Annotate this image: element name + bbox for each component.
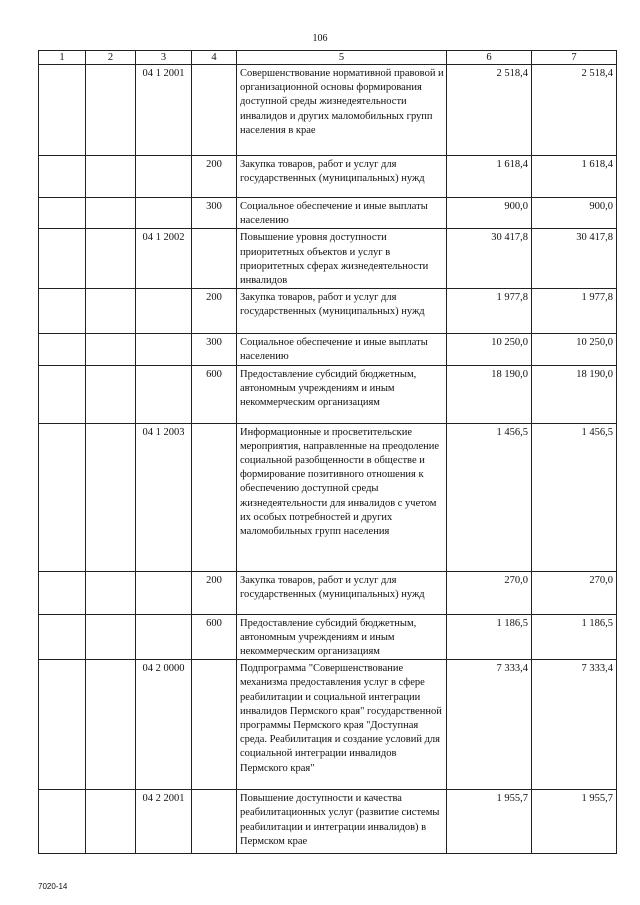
- cell-col2: [86, 790, 136, 854]
- table-row: [39, 65, 617, 156]
- cell-col2: [86, 198, 136, 229]
- cell-amount-2: 1 186,5: [532, 614, 617, 660]
- cell-expense-type: [192, 790, 237, 854]
- cell-target-article: [136, 156, 192, 198]
- cell-expense-type: [192, 65, 237, 156]
- table-row: [39, 289, 617, 334]
- cell-col2: [86, 660, 136, 790]
- cell-col2: [86, 156, 136, 198]
- cell-col2: [86, 229, 136, 289]
- cell-amount-1: 7 333,4: [447, 660, 532, 790]
- cell-target-article: [136, 289, 192, 334]
- cell-amount-2: 2 518,4: [532, 65, 617, 156]
- cell-amount-1: 30 417,8: [447, 229, 532, 289]
- cell-col1: [39, 229, 86, 289]
- cell-amount-1: 270,0: [447, 571, 532, 614]
- cell-target-article: [136, 365, 192, 423]
- cell-expense-type: 200: [192, 156, 237, 198]
- cell-name: Повышение доступности и качества реабилитационных услуг (развитие системы реабилитации и интеграции инвалидов) в Пермском крае: [237, 790, 447, 854]
- cell-col1: [39, 65, 86, 156]
- cell-col1: [39, 790, 86, 854]
- cell-col2: [86, 289, 136, 334]
- table-body: [39, 65, 617, 854]
- cell-expense-type: 200: [192, 289, 237, 334]
- cell-name: Предоставление субсидий бюджетным, автономным учреждениям и иным некоммерческим организациям: [237, 614, 447, 660]
- cell-target-article: [136, 614, 192, 660]
- cell-amount-1: 1 618,4: [447, 156, 532, 198]
- cell-target-article: 04 1 2002: [136, 229, 192, 289]
- table-row: [39, 790, 617, 854]
- cell-amount-2: 900,0: [532, 198, 617, 229]
- cell-name: Подпрограмма "Совершенствование механизма предоставления услуг в сфере реабилитации и социальной интеграции инвалидов Пермского края" государственной программы Пермского края "Доступная среда. Реабилитация и создание условий для социальной интеграции инвалидов Пермского края": [237, 660, 447, 790]
- cell-expense-type: 300: [192, 198, 237, 229]
- column-header: 1: [39, 51, 86, 65]
- cell-expense-type: 200: [192, 571, 237, 614]
- cell-amount-1: 10 250,0: [447, 334, 532, 365]
- cell-name: Закупка товаров, работ и услуг для государственных (муниципальных) нужд: [237, 289, 447, 334]
- cell-col2: [86, 571, 136, 614]
- cell-col2: [86, 334, 136, 365]
- cell-expense-type: 600: [192, 614, 237, 660]
- cell-col1: [39, 198, 86, 229]
- cell-target-article: 04 1 2003: [136, 423, 192, 571]
- cell-name: Социальное обеспечение и иные выплаты населению: [237, 334, 447, 365]
- cell-name: Повышение уровня доступности приоритетных объектов и услуг в приоритетных сферах жизнедеятельности инвалидов: [237, 229, 447, 289]
- cell-amount-1: 2 518,4: [447, 65, 532, 156]
- cell-amount-1: 900,0: [447, 198, 532, 229]
- cell-expense-type: 300: [192, 334, 237, 365]
- cell-expense-type: [192, 660, 237, 790]
- cell-amount-1: 1 186,5: [447, 614, 532, 660]
- cell-amount-2: 18 190,0: [532, 365, 617, 423]
- cell-target-article: 04 2 2001: [136, 790, 192, 854]
- column-header: 5: [237, 51, 447, 65]
- table-row: [39, 156, 617, 198]
- table-row: [39, 660, 617, 790]
- column-header: 6: [447, 51, 532, 65]
- cell-name: Закупка товаров, работ и услуг для государственных (муниципальных) нужд: [237, 571, 447, 614]
- cell-target-article: [136, 571, 192, 614]
- cell-amount-2: 1 456,5: [532, 423, 617, 571]
- cell-amount-2: 10 250,0: [532, 334, 617, 365]
- table-row: [39, 614, 617, 660]
- cell-name: Социальное обеспечение и иные выплаты населению: [237, 198, 447, 229]
- cell-col1: [39, 423, 86, 571]
- cell-col1: [39, 571, 86, 614]
- cell-col1: [39, 660, 86, 790]
- cell-name: Совершенствование нормативной правовой и организационной основы формирования доступной среды жизнедеятельности инвалидов и других маломобильных групп населения в крае: [237, 65, 447, 156]
- cell-amount-1: 1 955,7: [447, 790, 532, 854]
- cell-amount-2: 7 333,4: [532, 660, 617, 790]
- footer-document-code: 7020-14: [38, 882, 68, 891]
- cell-amount-2: 30 417,8: [532, 229, 617, 289]
- cell-amount-2: 1 618,4: [532, 156, 617, 198]
- cell-name: Закупка товаров, работ и услуг для государственных (муниципальных) нужд: [237, 156, 447, 198]
- cell-col2: [86, 65, 136, 156]
- cell-amount-1: 1 456,5: [447, 423, 532, 571]
- cell-expense-type: [192, 229, 237, 289]
- table-header-row: [39, 51, 617, 65]
- cell-col1: [39, 334, 86, 365]
- cell-target-article: [136, 334, 192, 365]
- cell-amount-1: 18 190,0: [447, 365, 532, 423]
- cell-col1: [39, 614, 86, 660]
- column-header: 2: [86, 51, 136, 65]
- cell-expense-type: 600: [192, 365, 237, 423]
- cell-expense-type: [192, 423, 237, 571]
- cell-col1: [39, 156, 86, 198]
- cell-amount-2: 270,0: [532, 571, 617, 614]
- cell-col1: [39, 365, 86, 423]
- budget-table-wrapper: [38, 50, 616, 854]
- cell-target-article: 04 1 2001: [136, 65, 192, 156]
- cell-amount-2: 1 977,8: [532, 289, 617, 334]
- cell-col1: [39, 289, 86, 334]
- page-number: 106: [312, 33, 328, 44]
- cell-col2: [86, 614, 136, 660]
- cell-amount-1: 1 977,8: [447, 289, 532, 334]
- column-header: 3: [136, 51, 192, 65]
- table-row: [39, 334, 617, 365]
- table-row: [39, 229, 617, 289]
- cell-target-article: [136, 198, 192, 229]
- cell-name: Предоставление субсидий бюджетным, автономным учреждениям и иным некоммерческим организациям: [237, 365, 447, 423]
- table-row: [39, 571, 617, 614]
- cell-col2: [86, 365, 136, 423]
- column-header: 4: [192, 51, 237, 65]
- cell-name: Информационные и просветительские мероприятия, направленные на преодоление социальной разобщенности в обществе и формирование позитивного отношения к обеспечению доступной среды жизнедеятельности для инвалидов с учетом их особых потребностей и других маломобильных групп населения: [237, 423, 447, 571]
- table-row: [39, 365, 617, 423]
- cell-col2: [86, 423, 136, 571]
- cell-amount-2: 1 955,7: [532, 790, 617, 854]
- table-row: [39, 423, 617, 571]
- cell-target-article: 04 2 0000: [136, 660, 192, 790]
- table-row: [39, 198, 617, 229]
- column-header: 7: [532, 51, 617, 65]
- budget-table: [38, 50, 617, 854]
